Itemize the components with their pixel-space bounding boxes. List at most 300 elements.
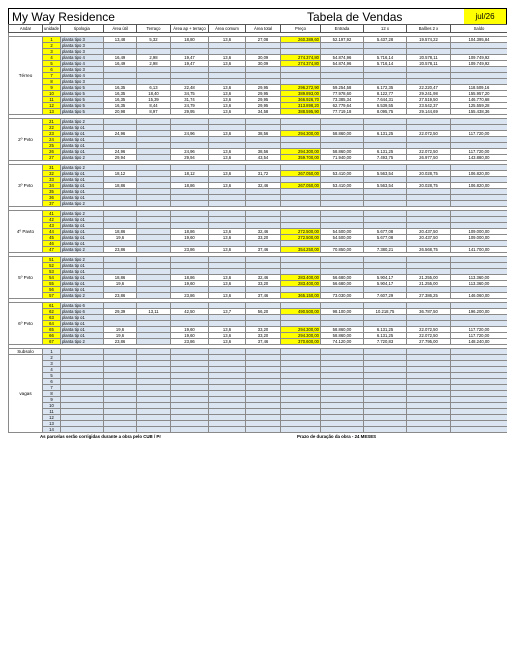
unit-number: 22 bbox=[43, 125, 61, 131]
table-row[interactable] bbox=[9, 131, 507, 137]
table-cell: 13,6 bbox=[209, 155, 246, 161]
unit-number: 46 bbox=[43, 241, 61, 247]
table-cell: 19,6 bbox=[104, 327, 137, 333]
unit-number: 31 bbox=[43, 165, 61, 171]
table-row[interactable] bbox=[9, 85, 507, 91]
table-cell: 13,6 bbox=[209, 247, 246, 253]
table-cell: 23,86 bbox=[104, 293, 137, 299]
table-row[interactable] bbox=[9, 103, 507, 109]
unit-type: planta tipo 5 bbox=[61, 109, 104, 115]
table-cell: 21.255,00 bbox=[407, 281, 451, 287]
table-cell: 77.719,18 bbox=[321, 109, 364, 115]
table-cell: 389.893,00 bbox=[281, 91, 321, 97]
table-cell: 19,47 bbox=[171, 61, 209, 67]
floor-label: 4º Pavto bbox=[9, 211, 43, 253]
unit-number: 61 bbox=[43, 303, 61, 309]
table-cell: 53.410,00 bbox=[321, 183, 364, 189]
table-cell: 117.720,00 bbox=[451, 327, 507, 333]
table-cell: 2,98 bbox=[137, 61, 171, 67]
table-row[interactable] bbox=[9, 293, 507, 299]
table-cell: 19,60 bbox=[171, 281, 209, 287]
table-cell: 13,6 bbox=[209, 61, 246, 67]
unit-type: planta tip o1 bbox=[61, 143, 104, 149]
table-cell: 24,79 bbox=[171, 103, 209, 109]
unit-type: planta tipo 6 bbox=[61, 309, 104, 315]
table-cell: 13,6 bbox=[209, 333, 246, 339]
unit-number: 13 bbox=[43, 109, 61, 115]
title-bar bbox=[8, 8, 507, 24]
column-header: Terraço bbox=[137, 25, 171, 33]
unit-number: 36 bbox=[43, 195, 61, 201]
parking-number: 2 bbox=[43, 355, 61, 361]
table-cell: 16,35 bbox=[104, 91, 137, 97]
table-cell: 113.360,00 bbox=[451, 281, 507, 287]
unit-number: 26 bbox=[43, 149, 61, 155]
unit-type: planta tip o1 bbox=[61, 241, 104, 247]
table-row[interactable] bbox=[9, 97, 507, 103]
unit-type: planta tipo 2 bbox=[61, 247, 104, 253]
floor-label: 5º Pvto bbox=[9, 257, 43, 299]
unit-number: 21 bbox=[43, 119, 61, 125]
unit-type: planta tip o1 bbox=[61, 195, 104, 201]
table-cell: 7.720,83 bbox=[364, 339, 407, 345]
table-cell: 22.072,50 bbox=[407, 149, 451, 155]
table-cell: 13,11 bbox=[137, 309, 171, 315]
table-cell: 27.795,00 bbox=[407, 339, 451, 345]
table-cell: 18,12 bbox=[171, 171, 209, 177]
table-cell: 13,7 bbox=[209, 309, 246, 315]
table-cell: 33,20 bbox=[246, 235, 281, 241]
table-cell: 22.072,50 bbox=[407, 333, 451, 339]
column-header: Balões 2 x bbox=[407, 25, 451, 33]
unit-type: planta tip o1 bbox=[61, 287, 104, 293]
table-cell: 26.568,75 bbox=[407, 247, 451, 253]
unit-number: 52 bbox=[43, 263, 61, 269]
table-cell: 155.438,36 bbox=[451, 109, 507, 115]
unit-type: planta tipo 3 bbox=[61, 43, 104, 49]
table-row[interactable] bbox=[9, 309, 507, 315]
table-cell: 283.400,00 bbox=[281, 275, 321, 281]
table-cell: 2,98 bbox=[137, 55, 171, 61]
table-cell: 36.787,50 bbox=[407, 309, 451, 315]
unit-number: 43 bbox=[43, 223, 61, 229]
parking-number: 14 bbox=[43, 427, 61, 433]
unit-type: planta tipo 5 bbox=[61, 97, 104, 103]
column-header: Área útil bbox=[104, 25, 137, 33]
unit-number: 37 bbox=[43, 201, 61, 207]
table-cell: 5.716,14 bbox=[364, 61, 407, 67]
table-cell: 30,09 bbox=[246, 55, 281, 61]
table-cell: 13,6 bbox=[209, 97, 246, 103]
table-row[interactable] bbox=[9, 247, 507, 253]
date-cell[interactable]: jul/26 bbox=[464, 9, 506, 24]
table-cell: 42,50 bbox=[171, 309, 209, 315]
unit-number: 9 bbox=[43, 85, 61, 91]
unit-number: 25 bbox=[43, 143, 61, 149]
unit-type: planta tipo 2 bbox=[61, 257, 104, 263]
unit-number: 34 bbox=[43, 183, 61, 189]
unit-type: planta tipo 4 bbox=[61, 61, 104, 67]
unit-type: planta tip o1 bbox=[61, 217, 104, 223]
table-cell: 43,54 bbox=[246, 155, 281, 161]
table-cell: 13,6 bbox=[209, 109, 246, 115]
unit-number: 55 bbox=[43, 281, 61, 287]
unit-number: 1 bbox=[43, 37, 61, 43]
table-cell: 16,49 bbox=[104, 55, 137, 61]
unit-number: 5 bbox=[43, 61, 61, 67]
table-cell: 5,32 bbox=[137, 37, 171, 43]
table-cell bbox=[364, 427, 407, 433]
table-row[interactable] bbox=[9, 149, 507, 155]
column-header: unidade bbox=[44, 26, 59, 31]
table-cell: 8.122,77 bbox=[364, 91, 407, 97]
table-cell: 19,60 bbox=[171, 235, 209, 241]
table-cell: 20.578,11 bbox=[407, 55, 451, 61]
table-cell: 54.500,00 bbox=[321, 229, 364, 235]
unit-type: planta tipo 2 bbox=[61, 293, 104, 299]
table-cell: 117.720,00 bbox=[451, 131, 507, 137]
table-cell: 5.677,08 bbox=[364, 229, 407, 235]
table-cell: 24,96 bbox=[171, 149, 209, 155]
sales-table bbox=[8, 24, 507, 433]
table-cell: 58.860,00 bbox=[321, 327, 364, 333]
table-row[interactable] bbox=[9, 61, 507, 67]
unit-type: planta tipo 3 bbox=[61, 67, 104, 73]
table-cell: 13,6 bbox=[209, 103, 246, 109]
unit-number: 4 bbox=[43, 55, 61, 61]
table-cell: 18,12 bbox=[104, 171, 137, 177]
table-cell: 73.385,34 bbox=[321, 97, 364, 103]
parking-row[interactable] bbox=[9, 427, 507, 433]
unit-type: planta tipo 4 bbox=[61, 73, 104, 79]
unit-type: planta tipo 3 bbox=[61, 79, 104, 85]
table-row[interactable] bbox=[9, 55, 507, 61]
table-row[interactable] bbox=[9, 91, 507, 97]
unit-type: planta tip o1 bbox=[61, 235, 104, 241]
table-cell: 365.150,00 bbox=[281, 293, 321, 299]
table-cell: 125.559,28 bbox=[451, 103, 507, 109]
unit-number: 8 bbox=[43, 79, 61, 85]
column-header: Andar bbox=[9, 25, 43, 33]
table-cell bbox=[246, 427, 281, 433]
table-cell: 13,6 bbox=[209, 171, 246, 177]
table-cell: 24,96 bbox=[104, 149, 137, 155]
table-cell: 141.700,00 bbox=[451, 247, 507, 253]
unit-type: planta tip o1 bbox=[61, 321, 104, 327]
unit-type: planta tip o1 bbox=[61, 327, 104, 333]
unit-type: planta tipo 5 bbox=[61, 91, 104, 97]
table-cell: 274.374,80 bbox=[281, 61, 321, 67]
unit-type: planta tip o1 bbox=[61, 183, 104, 189]
table-cell: 490.500,00 bbox=[281, 309, 321, 315]
table-cell: 8,44 bbox=[137, 103, 171, 109]
table-cell: 29.241,98 bbox=[407, 91, 451, 97]
table-cell: 13,6 bbox=[209, 281, 246, 287]
table-cell: 54.500,00 bbox=[321, 235, 364, 241]
floor-label: 2º Pvto bbox=[9, 119, 43, 161]
parking-number: 13 bbox=[43, 421, 61, 427]
unit-type: planta tipo 5 bbox=[61, 103, 104, 109]
table-cell: 18,80 bbox=[171, 37, 209, 43]
footer bbox=[8, 433, 507, 441]
table-row[interactable] bbox=[9, 37, 507, 43]
table-cell: 98.100,00 bbox=[321, 309, 364, 315]
table-cell: 18,86 bbox=[171, 275, 209, 281]
table-cell bbox=[61, 427, 104, 433]
unit-number: 10 bbox=[43, 91, 61, 97]
table-row[interactable] bbox=[9, 339, 507, 345]
table-cell bbox=[104, 427, 137, 433]
table-cell: 13,6 bbox=[209, 327, 246, 333]
parking-number: 11 bbox=[43, 409, 61, 415]
table-cell: 106.820,00 bbox=[451, 171, 507, 177]
parking-number: 4 bbox=[43, 367, 61, 373]
table-cell: 5.904,17 bbox=[364, 281, 407, 287]
parking-number: 12 bbox=[43, 415, 61, 421]
table-cell: 388.595,90 bbox=[281, 109, 321, 115]
unit-type: planta tip o1 bbox=[61, 229, 104, 235]
table-cell: 24,96 bbox=[104, 131, 137, 137]
unit-type: planta tip o1 bbox=[61, 149, 104, 155]
table-cell: 5.563,54 bbox=[364, 183, 407, 189]
table-row[interactable] bbox=[9, 183, 507, 189]
table-cell: 22.072,50 bbox=[407, 131, 451, 137]
table-cell: 59.254,58 bbox=[321, 85, 364, 91]
footer-note-left: As parcelas serão corrigidas durante a obra pelo CUB / Pr bbox=[40, 434, 162, 439]
floor-label: Térreo bbox=[9, 37, 43, 115]
table-cell: 20.028,75 bbox=[407, 183, 451, 189]
unit-number: 51 bbox=[43, 257, 61, 263]
table-cell: 354.250,00 bbox=[281, 247, 321, 253]
column-header: 12 x bbox=[364, 25, 407, 33]
table-cell: 113.360,00 bbox=[451, 275, 507, 281]
table-row[interactable] bbox=[9, 281, 507, 287]
parking-number: 10 bbox=[43, 403, 61, 409]
table-cell: 21.255,00 bbox=[407, 275, 451, 281]
table-cell: 13,6 bbox=[209, 131, 246, 137]
parking-number: 7 bbox=[43, 385, 61, 391]
table-cell: 5.716,14 bbox=[364, 55, 407, 61]
table-cell: 13,6 bbox=[209, 235, 246, 241]
unit-type: planta tip o1 bbox=[61, 189, 104, 195]
table-cell: 53.410,00 bbox=[321, 171, 364, 177]
unit-type: planta tipo 2 bbox=[61, 201, 104, 207]
table-cell: 272.500,00 bbox=[281, 229, 321, 235]
sheet-title: Tabela de Vendas bbox=[307, 10, 403, 24]
unit-type: planta tip o1 bbox=[61, 315, 104, 321]
table-cell: 260.389,60 bbox=[281, 37, 321, 43]
parking-number: 8 bbox=[43, 391, 61, 397]
unit-type: planta tip o1 bbox=[61, 263, 104, 269]
table-cell: 22.072,50 bbox=[407, 327, 451, 333]
table-cell: 13,6 bbox=[209, 275, 246, 281]
table-row[interactable] bbox=[9, 229, 507, 235]
table-cell: 27.519,50 bbox=[407, 97, 451, 103]
table-cell: 13,6 bbox=[209, 91, 246, 97]
table-cell: 7.380,21 bbox=[364, 247, 407, 253]
table-cell: 34,58 bbox=[246, 109, 281, 115]
unit-type: planta tip o1 bbox=[61, 177, 104, 183]
table-cell: 267.050,00 bbox=[281, 183, 321, 189]
column-header: Preço bbox=[281, 25, 321, 33]
unit-number: 6 bbox=[43, 67, 61, 73]
table-row[interactable] bbox=[9, 327, 507, 333]
table-cell: 366.926,70 bbox=[281, 97, 321, 103]
table-cell: 58.860,00 bbox=[321, 131, 364, 137]
table-cell: 13,6 bbox=[209, 85, 246, 91]
table-cell: 29,95 bbox=[171, 109, 209, 115]
table-cell bbox=[407, 427, 451, 433]
table-cell: 38,56 bbox=[246, 131, 281, 137]
table-cell: 8,97 bbox=[137, 109, 171, 115]
table-cell: 104.395,84 bbox=[451, 37, 507, 43]
table-cell: 146.770,68 bbox=[451, 97, 507, 103]
table-cell: 32,46 bbox=[246, 275, 281, 281]
table-cell: 23,86 bbox=[104, 247, 137, 253]
table-cell: 23,86 bbox=[171, 339, 209, 345]
table-cell: 33,20 bbox=[246, 327, 281, 333]
table-cell: 31,72 bbox=[246, 171, 281, 177]
table-cell bbox=[137, 427, 171, 433]
table-cell: 13,6 bbox=[209, 183, 246, 189]
table-cell bbox=[281, 427, 321, 433]
table-cell: 71.940,00 bbox=[321, 155, 364, 161]
sales-sheet bbox=[8, 8, 507, 441]
unit-number: 27 bbox=[43, 155, 61, 161]
table-cell: 20.028,75 bbox=[407, 171, 451, 177]
table-cell: 70.850,00 bbox=[321, 247, 364, 253]
table-row[interactable] bbox=[9, 333, 507, 339]
table-cell: 13,6 bbox=[209, 149, 246, 155]
table-cell: 54.874,96 bbox=[321, 61, 364, 67]
table-cell: 20.437,50 bbox=[407, 235, 451, 241]
table-cell: 16,35 bbox=[104, 85, 137, 91]
unit-type: planta tip o1 bbox=[61, 137, 104, 143]
table-cell: 29,95 bbox=[246, 103, 281, 109]
table-cell: 18,86 bbox=[104, 275, 137, 281]
unit-type: planta tipo 5 bbox=[61, 85, 104, 91]
column-header: Entrada bbox=[321, 25, 364, 33]
table-cell: 24,96 bbox=[171, 131, 209, 137]
table-cell: 13,6 bbox=[209, 55, 246, 61]
table-cell: 32,46 bbox=[246, 229, 281, 235]
table-cell: 109.749,92 bbox=[451, 61, 507, 67]
table-row[interactable] bbox=[9, 155, 507, 161]
table-cell: 23,86 bbox=[171, 293, 209, 299]
table-cell: 19,60 bbox=[171, 333, 209, 339]
table-cell: 23.542,37 bbox=[407, 103, 451, 109]
table-cell: 20.437,50 bbox=[407, 229, 451, 235]
table-cell: 29,94 bbox=[104, 155, 137, 161]
parking-number: 1 bbox=[43, 349, 61, 355]
table-cell: 274.374,80 bbox=[281, 55, 321, 61]
table-cell: 30,09 bbox=[246, 61, 281, 67]
table-cell: 109.000,00 bbox=[451, 229, 507, 235]
table-cell: 37,46 bbox=[246, 293, 281, 299]
table-cell: 31,74 bbox=[171, 97, 209, 103]
table-cell: 54.874,96 bbox=[321, 55, 364, 61]
table-cell: 109.749,92 bbox=[451, 55, 507, 61]
table-row[interactable] bbox=[9, 171, 507, 177]
table-cell: 18,86 bbox=[104, 229, 137, 235]
unit-number: 65 bbox=[43, 327, 61, 333]
unit-type: planta tip o1 bbox=[61, 171, 104, 177]
table-cell bbox=[321, 427, 364, 433]
unit-type: planta tipo 2 bbox=[61, 339, 104, 345]
table-cell: 77.978,60 bbox=[321, 91, 364, 97]
table-cell: 8.095,75 bbox=[364, 109, 407, 115]
unit-number: 33 bbox=[43, 177, 61, 183]
unit-type: planta tipo 4 bbox=[61, 55, 104, 61]
table-cell: 294.300,00 bbox=[281, 333, 321, 339]
table-cell: 6.131,25 bbox=[364, 131, 407, 137]
table-cell: 23,86 bbox=[104, 339, 137, 345]
table-cell: 29,94 bbox=[171, 155, 209, 161]
table-cell bbox=[171, 427, 209, 433]
unit-number: 12 bbox=[43, 103, 61, 109]
table-row[interactable] bbox=[9, 235, 507, 241]
unit-type: planta tip o1 bbox=[61, 275, 104, 281]
unit-number: 67 bbox=[43, 339, 61, 345]
project-title: My Way Residence bbox=[12, 10, 115, 24]
table-row[interactable] bbox=[9, 275, 507, 281]
table-cell: 7.607,29 bbox=[364, 293, 407, 299]
table-cell: 26.977,50 bbox=[407, 155, 451, 161]
table-cell: 56.680,00 bbox=[321, 281, 364, 287]
table-cell: 294.300,00 bbox=[281, 149, 321, 155]
table-cell: 58.860,00 bbox=[321, 333, 364, 339]
table-cell: 37,46 bbox=[246, 247, 281, 253]
subsolo-label: Subsolo bbox=[9, 349, 43, 355]
table-cell: 5.677,08 bbox=[364, 235, 407, 241]
table-cell: 18,86 bbox=[171, 229, 209, 235]
column-header: Área total bbox=[246, 25, 281, 33]
floor-label: 3º Pvto bbox=[9, 165, 43, 207]
table-cell: 33,20 bbox=[246, 333, 281, 339]
unit-number: 3 bbox=[43, 49, 61, 55]
table-cell: 6.131,25 bbox=[364, 327, 407, 333]
table-cell: 196.200,00 bbox=[451, 309, 507, 315]
unit-type: planta tip o1 bbox=[61, 125, 104, 131]
table-cell: 27.386,25 bbox=[407, 293, 451, 299]
table-cell: 6,13 bbox=[137, 85, 171, 91]
table-cell: 267.050,00 bbox=[281, 171, 321, 177]
unit-number: 42 bbox=[43, 217, 61, 223]
table-cell: 19.574,22 bbox=[407, 37, 451, 43]
unit-number: 41 bbox=[43, 211, 61, 217]
unit-number: 32 bbox=[43, 171, 61, 177]
table-cell: 109.000,00 bbox=[451, 235, 507, 241]
table-cell: 7.644,31 bbox=[364, 97, 407, 103]
unit-number: 23 bbox=[43, 131, 61, 137]
table-cell: 19,6 bbox=[104, 333, 137, 339]
table-cell: 20,98 bbox=[104, 109, 137, 115]
table-cell: 23,86 bbox=[171, 247, 209, 253]
table-cell: 58.860,00 bbox=[321, 149, 364, 155]
unit-number: 45 bbox=[43, 235, 61, 241]
table-cell: 6.131,25 bbox=[364, 149, 407, 155]
unit-number: 24 bbox=[43, 137, 61, 143]
table-cell: 34,75 bbox=[171, 91, 209, 97]
column-header: tipologia bbox=[61, 25, 104, 33]
table-cell: 294.300,00 bbox=[281, 327, 321, 333]
table-row[interactable] bbox=[9, 109, 507, 115]
table-cell: 370.600,00 bbox=[281, 339, 321, 345]
unit-number: 11 bbox=[43, 97, 61, 103]
table-cell: 62.779,64 bbox=[321, 103, 364, 109]
unit-number: 54 bbox=[43, 275, 61, 281]
table-cell: 19,6 bbox=[104, 235, 137, 241]
